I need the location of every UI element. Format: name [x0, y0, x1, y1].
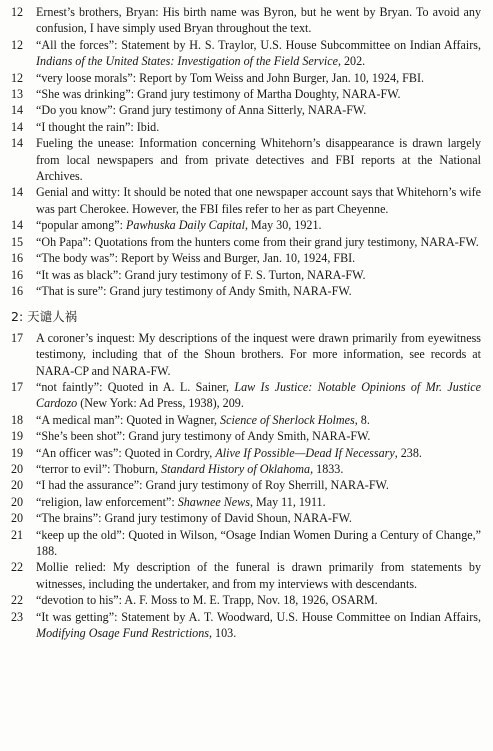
note-text — [36, 267, 481, 283]
note-text-segment: (New York: Ad Press, 1938), 209. — [77, 396, 244, 411]
note-entry — [11, 527, 481, 560]
note-title-italic: Indians of the United States: Investigation of the Field Service — [36, 54, 338, 69]
note-page-number: 20 — [11, 511, 24, 526]
note-entry — [11, 4, 481, 37]
note-text-segment: “The brains”: Grand jury testimony of David Shoun, NARA-FW. — [36, 511, 352, 526]
note-text-segment: , May 11, 1911. — [249, 494, 326, 509]
note-page-number: 14 — [11, 218, 24, 233]
note-page-number: 20 — [11, 494, 24, 509]
note-entry — [11, 330, 481, 379]
note-page-number: 18 — [11, 412, 24, 427]
note-page-number: 22 — [11, 593, 24, 608]
note-text — [36, 135, 481, 184]
note-page-number: 22 — [11, 560, 24, 575]
note-entry — [11, 494, 481, 510]
note-text — [36, 461, 481, 477]
note-page-number: 17 — [11, 379, 24, 394]
note-page-number: 12 — [11, 70, 24, 85]
note-text-segment: “Do you know”: Grand jury testimony of Anna Sitterly, NARA-FW. — [36, 103, 367, 118]
note-text-segment: Ernest’s brothers, Bryan: His birth name was Byron, but he went by Bryan. To avoid any confusion, I have simply used Bryan throughout the text. — [36, 5, 481, 36]
note-entry — [11, 217, 481, 233]
note-text-segment: “The body was”: Report by Weiss and Burger, Jan. 10, 1924, FBI. — [36, 251, 356, 266]
note-text — [36, 379, 481, 412]
note-entry — [11, 37, 481, 70]
notes-list-chapter-1 — [11, 4, 481, 299]
note-title-italic: Standard History of Oklahoma — [161, 461, 311, 476]
note-entry — [11, 559, 481, 592]
note-text — [36, 510, 481, 526]
note-text-segment: “That is sure”: Grand jury testimony of Andy Smith, NARA-FW. — [36, 283, 352, 298]
note-text-segment: “terror to evil”: Thoburn, — [36, 461, 162, 476]
note-entry — [11, 234, 481, 250]
note-entry — [11, 428, 481, 444]
note-entry — [11, 445, 481, 461]
note-title-italic: Modifying Osage Fund Restrictions — [36, 626, 209, 641]
note-title-italic: Shawnee News — [177, 494, 250, 509]
note-text — [36, 527, 481, 560]
note-text-segment: “An officer was”: Quoted in Cordry, — [36, 445, 216, 460]
note-text-segment: Genial and witty: It should be noted that one newspaper account says that Whitehorn’s wife was part Cherokee. However, the FBI files refer to her as part Cheyenne. — [36, 185, 481, 216]
note-text — [36, 559, 481, 592]
note-text-segment: “religion, law enforcement”: — [36, 494, 178, 509]
notes-list-chapter-2 — [11, 330, 481, 642]
note-page-number: 14 — [11, 103, 24, 118]
note-text-segment: “very loose morals”: Report by Tom Weiss and John Burger, Jan. 10, 1924, FBI. — [36, 70, 425, 85]
note-text-segment: “She’s been shot”: Grand jury testimony of Andy Smith, NARA-FW. — [36, 429, 371, 444]
note-text-segment: “All the forces”: Statement by H. S. Traylor, U.S. House Subcommittee on Indian Affairs, — [36, 37, 481, 52]
note-page-number: 15 — [11, 234, 24, 249]
note-text-segment: “A medical man”: Quoted in Wagner, — [36, 412, 221, 427]
note-text-segment: , 202. — [337, 54, 366, 69]
note-entry — [11, 283, 481, 299]
note-page-number: 20 — [11, 461, 24, 476]
note-text-segment: “Oh Papa”: Quotations from the hunters come from their grand jury testimony, NARA-FW. — [36, 234, 479, 249]
note-page-number: 19 — [11, 445, 24, 460]
note-page-number: 16 — [11, 283, 24, 298]
note-entry — [11, 119, 481, 135]
note-entry — [11, 102, 481, 118]
note-text — [36, 330, 481, 379]
note-entry — [11, 592, 481, 608]
note-text — [36, 37, 481, 70]
note-text-segment: “It was getting”: Statement by A. T. Woodward, U.S. House Committee on Indian Affairs, — [36, 609, 481, 624]
note-page-number: 14 — [11, 119, 24, 134]
note-entry — [11, 135, 481, 184]
note-page-number: 13 — [11, 87, 24, 102]
note-text-segment: “not faintly”: Quoted in A. L. Sainer, — [36, 379, 235, 394]
note-text — [36, 70, 481, 86]
note-text — [36, 445, 481, 461]
note-entry — [11, 250, 481, 266]
note-text — [36, 119, 481, 135]
note-text-segment: “She was drinking”: Grand jury testimony of Martha Doughty, NARA-FW. — [36, 87, 401, 102]
note-text — [36, 4, 481, 37]
note-text-segment: “keep up the old”: Quoted in Wilson, “Osage Indian Women During a Century of Change,” 188. — [36, 527, 481, 558]
note-text — [36, 609, 481, 642]
note-text-segment: , 1833. — [310, 461, 344, 476]
note-text — [36, 428, 481, 444]
note-title-italic: Science of Sherlock Holmes — [220, 412, 355, 427]
note-entry — [11, 477, 481, 493]
note-text-segment: “It was as black”: Grand jury testimony of F. S. Turton, NARA-FW. — [36, 267, 366, 282]
note-text-segment: , 103. — [209, 626, 237, 641]
note-text-segment: “I had the assurance”: Grand jury testimony of Roy Sherrill, NARA-FW. — [36, 478, 389, 493]
note-text-segment: “devotion to his”: A. F. Moss to M. E. Trapp, Nov. 18, 1926, OSARM. — [36, 593, 378, 608]
note-text-segment: , 8. — [354, 412, 370, 427]
note-text-segment: Mollie relied: My description of the funeral is drawn primarily from statements by witnesses, including the undertaker, and from my interviews with descendants. — [36, 560, 481, 591]
note-entry — [11, 510, 481, 526]
note-text — [36, 494, 481, 510]
note-page-number: 21 — [11, 527, 24, 542]
note-text — [36, 86, 481, 102]
note-title-italic: Pawhuska Daily Capital — [126, 218, 245, 233]
note-text-segment: “I thought the rain”: Ibid. — [36, 119, 160, 134]
note-entry — [11, 184, 481, 217]
note-page-number: 19 — [11, 429, 24, 444]
note-page-number: 12 — [11, 37, 24, 52]
note-title-italic: Alive If Possible—Dead If Necessary — [215, 445, 395, 460]
note-entry — [11, 461, 481, 477]
note-text-segment: “popular among”: — [36, 218, 127, 233]
note-entry — [11, 609, 481, 642]
note-entry — [11, 379, 481, 412]
note-page-number: 17 — [11, 330, 24, 345]
note-title-italic: Law Is Justice: Notable Opinions of Mr. Justice Cardozo — [36, 379, 481, 411]
note-text-segment: A coroner’s inquest: My descriptions of the inquest were drawn primarily from eyewitness testimony, including that of the Shoun brothers. For more information, see records at NARA-CP and NARA-FW. — [36, 330, 481, 378]
note-page-number: 14 — [11, 185, 24, 200]
note-page-number: 16 — [11, 251, 24, 266]
note-page-number: 20 — [11, 478, 24, 493]
note-entry — [11, 70, 481, 86]
note-text-segment: Fueling the unease: Information concerning Whitehorn’s disappearance is drawn largely from local newspapers and from private detectives and FBI reports at the National Archives. — [36, 136, 481, 184]
section-heading: 2: 天谴人祸 — [11, 309, 78, 325]
note-text — [36, 217, 481, 233]
note-text-segment: , May 30, 1921. — [244, 218, 322, 233]
note-page-number: 12 — [11, 5, 24, 19]
note-entry — [11, 267, 481, 283]
note-page-number: 23 — [11, 609, 24, 624]
note-text — [36, 234, 481, 250]
note-page-number: 16 — [11, 267, 24, 282]
note-text — [36, 250, 481, 266]
note-entry — [11, 412, 481, 428]
note-text — [36, 592, 481, 608]
note-text — [36, 184, 481, 217]
note-text-segment: , 238. — [394, 445, 422, 460]
note-entry — [11, 86, 481, 102]
note-page-number: 14 — [11, 136, 24, 151]
note-text — [36, 412, 481, 428]
note-text — [36, 283, 481, 299]
note-text — [36, 102, 481, 118]
note-text — [36, 477, 481, 493]
